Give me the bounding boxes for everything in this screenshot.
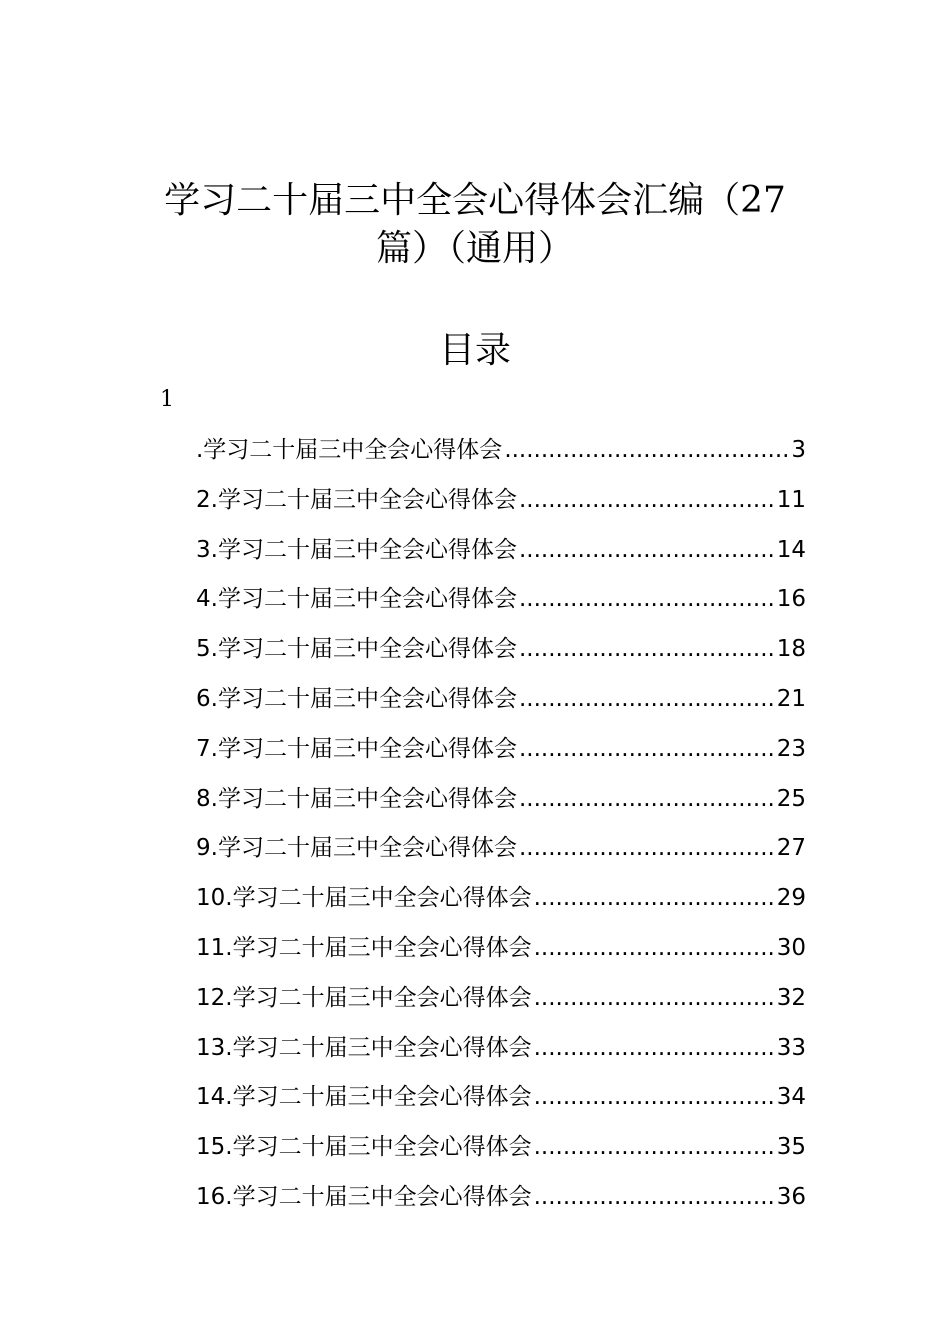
toc-entry[interactable] <box>196 1077 806 1127</box>
toc-page-number: 34 <box>776 1084 806 1111</box>
toc-page-number: 3 <box>791 437 806 463</box>
toc-page-number: 30 <box>776 934 806 961</box>
toc-entry[interactable] <box>196 878 806 928</box>
toc-dot-leader <box>519 828 775 868</box>
toc-dot-leader <box>519 779 775 819</box>
toc-entry-label: 10.学习二十届三中全会心得体会 <box>196 885 532 912</box>
toc-entry[interactable] <box>196 978 806 1028</box>
toc-dot-leader <box>519 480 775 520</box>
toc-dot-leader <box>519 530 775 570</box>
toc-entry[interactable] <box>196 1028 806 1078</box>
toc-dot-leader <box>519 679 775 719</box>
document-title-text: 学习二十届三中全会心得体会汇编（ <box>164 180 741 221</box>
toc-entry[interactable] <box>196 579 806 629</box>
document-title <box>150 178 800 223</box>
toc-entry[interactable] <box>196 828 806 878</box>
toc-page-number: 29 <box>776 885 806 912</box>
toc-dot-leader <box>534 878 775 918</box>
toc-page-number: 23 <box>776 735 806 762</box>
toc-entry-label: .学习二十届三中全会心得体会 <box>196 437 503 463</box>
stray-list-number: 1 <box>160 387 174 412</box>
toc-dot-leader <box>519 579 775 619</box>
document-title-count: 27 <box>740 180 786 221</box>
toc-entry-label: 2.学习二十届三中全会心得体会 <box>196 486 517 513</box>
toc-dot-leader <box>519 729 775 769</box>
toc-entry-label: 6.学习二十届三中全会心得体会 <box>196 685 517 712</box>
toc-page-number: 21 <box>776 685 806 712</box>
toc-entry[interactable] <box>196 430 806 480</box>
toc-entry[interactable] <box>196 928 806 978</box>
toc-page-number: 18 <box>776 636 806 663</box>
toc-dot-leader <box>504 430 789 470</box>
toc-dot-leader <box>519 629 775 669</box>
toc-entry-label: 8.学习二十届三中全会心得体会 <box>196 785 517 812</box>
toc-entry[interactable] <box>196 729 806 779</box>
toc-page-number: 33 <box>776 1034 806 1061</box>
toc-page-number: 25 <box>776 785 806 812</box>
toc-entry-label: 16.学习二十届三中全会心得体会 <box>196 1183 532 1210</box>
toc-dot-leader <box>534 928 775 968</box>
document-title-continued: 篇）（通用） <box>375 228 574 269</box>
toc-page-number: 16 <box>776 586 806 613</box>
toc-entry[interactable] <box>196 1127 806 1177</box>
toc-entry[interactable] <box>196 480 806 530</box>
toc-entry-label: 3.学习二十届三中全会心得体会 <box>196 536 517 563</box>
toc-entry[interactable] <box>196 679 806 729</box>
toc-entry-label: 5.学习二十届三中全会心得体会 <box>196 636 517 663</box>
toc-dot-leader <box>534 1077 775 1117</box>
toc-entry[interactable] <box>196 779 806 829</box>
toc-dot-leader <box>534 1177 775 1217</box>
toc-entry-label: 13.学习二十届三中全会心得体会 <box>196 1034 532 1061</box>
toc-entry-label: 15.学习二十届三中全会心得体会 <box>196 1134 532 1161</box>
toc-page-number: 14 <box>776 536 806 563</box>
toc-dot-leader <box>534 1028 775 1068</box>
toc-dot-leader <box>534 978 775 1018</box>
toc-entry-label: 4.学习二十届三中全会心得体会 <box>196 586 517 613</box>
table-of-contents <box>196 430 806 1227</box>
toc-heading: 目录 <box>438 330 511 371</box>
toc-page-number: 36 <box>776 1183 806 1210</box>
toc-entry-label: 9.学习二十届三中全会心得体会 <box>196 835 517 862</box>
toc-entry-label: 11.学习二十届三中全会心得体会 <box>196 934 532 961</box>
toc-entry[interactable] <box>196 629 806 679</box>
toc-page-number: 27 <box>776 835 806 862</box>
toc-entry[interactable] <box>196 1177 806 1227</box>
toc-page-number: 32 <box>776 984 806 1011</box>
toc-entry-label: 14.学习二十届三中全会心得体会 <box>196 1084 532 1111</box>
toc-entry[interactable] <box>196 530 806 580</box>
toc-entry-label: 12.学习二十届三中全会心得体会 <box>196 984 532 1011</box>
toc-entry-label: 7.学习二十届三中全会心得体会 <box>196 735 517 762</box>
toc-dot-leader <box>534 1127 775 1167</box>
toc-page-number: 35 <box>776 1134 806 1161</box>
toc-page-number: 11 <box>776 486 806 513</box>
